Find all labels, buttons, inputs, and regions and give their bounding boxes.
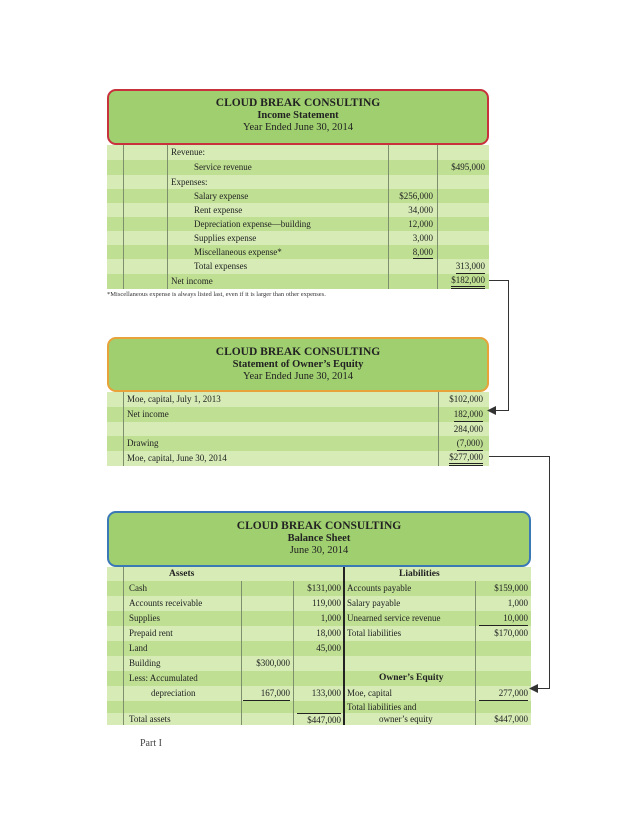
income-period: Year Ended June 30, 2014 bbox=[242, 122, 354, 133]
table-row bbox=[107, 175, 489, 189]
cash-amount: $131,000 bbox=[307, 583, 341, 593]
table-row bbox=[107, 189, 489, 203]
table-row bbox=[107, 641, 531, 656]
table-row bbox=[107, 436, 489, 451]
total-liab-equity-amount: $447,000 bbox=[494, 714, 528, 724]
supplies-expense-label: Supplies expense bbox=[194, 233, 257, 243]
connector-line bbox=[489, 456, 549, 457]
table-row bbox=[107, 245, 489, 259]
column-divider bbox=[123, 392, 124, 466]
table-row bbox=[107, 671, 531, 686]
less-accumulated-label: Less: Accumulated bbox=[129, 673, 198, 683]
table-row bbox=[107, 145, 489, 160]
table-row bbox=[107, 581, 531, 596]
balance-sheet-table bbox=[107, 567, 531, 725]
revenue-label: Revenue: bbox=[171, 147, 205, 157]
salary-expense-label: Salary expense bbox=[194, 191, 249, 201]
income-statement-title: Income Statement bbox=[257, 110, 339, 121]
expenses-label: Expenses: bbox=[171, 177, 208, 187]
table-row bbox=[107, 203, 489, 217]
land-label: Land bbox=[129, 643, 148, 653]
arrowhead-icon bbox=[487, 406, 496, 415]
unearned-revenue-amount: 10,000 bbox=[479, 611, 528, 626]
equity-company-name: CLOUD BREAK CONSULTING bbox=[215, 346, 381, 358]
column-divider bbox=[293, 581, 294, 725]
total-liab-equity-label-line1: Total liabilities and bbox=[347, 702, 417, 712]
table-row bbox=[107, 259, 489, 274]
connector-line bbox=[549, 456, 550, 689]
depreciation-expense-amount: 12,000 bbox=[408, 219, 433, 229]
table-row bbox=[107, 611, 531, 626]
moe-capital-amount: 277,000 bbox=[479, 686, 528, 701]
assets-header: Assets bbox=[169, 569, 195, 579]
net-income-amount: $182,000 bbox=[451, 274, 485, 289]
column-divider bbox=[123, 145, 124, 289]
supplies-amount: 1,000 bbox=[320, 613, 341, 623]
accounts-payable-label: Accounts payable bbox=[347, 583, 412, 593]
equity-statement-table bbox=[107, 392, 489, 466]
column-divider bbox=[438, 392, 439, 466]
page-label: Part I bbox=[140, 738, 162, 749]
accounts-payable-amount: $159,000 bbox=[494, 583, 528, 593]
salary-payable-amount: 1,000 bbox=[507, 598, 528, 608]
building-label: Building bbox=[129, 658, 161, 668]
accumulated-depreciation-amount: 167,000 bbox=[243, 686, 290, 701]
table-row bbox=[107, 626, 531, 641]
column-divider bbox=[123, 567, 124, 725]
beginning-capital-label: Moe, capital, July 1, 2013 bbox=[127, 394, 221, 404]
prepaid-rent-amount: 18,000 bbox=[316, 628, 341, 638]
ending-capital-amount: $277,000 bbox=[449, 451, 483, 466]
table-row bbox=[107, 656, 531, 671]
column-divider bbox=[388, 145, 389, 289]
salary-payable-label: Salary payable bbox=[347, 598, 401, 608]
depreciation-expense-label: Depreciation expense—building bbox=[194, 219, 311, 229]
equity-net-income-amount: 182,000 bbox=[454, 407, 483, 422]
table-row bbox=[107, 231, 489, 245]
equity-statement-header bbox=[107, 337, 489, 392]
accounts-receivable-label: Accounts receivable bbox=[129, 598, 203, 608]
column-divider bbox=[167, 145, 168, 289]
building-amount: $300,000 bbox=[256, 658, 290, 668]
accounts-receivable-amount: 119,000 bbox=[312, 598, 341, 608]
total-expenses-label: Total expenses bbox=[194, 261, 248, 271]
service-revenue-amount: $495,000 bbox=[451, 162, 485, 172]
total-expenses-amount: 313,000 bbox=[456, 259, 485, 274]
liabilities-header: Liabilities bbox=[399, 569, 440, 579]
unearned-revenue-label: Unearned service revenue bbox=[347, 613, 441, 623]
table-row bbox=[107, 422, 489, 436]
moe-capital-label: Moe, capital bbox=[347, 688, 392, 698]
equity-period: Year Ended June 30, 2014 bbox=[242, 371, 354, 382]
total-liabilities-label: Total liabilities bbox=[347, 628, 402, 638]
land-amount: 45,000 bbox=[316, 643, 341, 653]
balance-sheet-header bbox=[107, 511, 531, 567]
table-row bbox=[107, 713, 531, 725]
table-row bbox=[107, 596, 531, 611]
rent-expense-label: Rent expense bbox=[194, 205, 243, 215]
prepaid-rent-label: Prepaid rent bbox=[129, 628, 173, 638]
table-row bbox=[107, 686, 531, 701]
accumulated-depreciation-label: depreciation bbox=[151, 688, 196, 698]
total-assets-label: Total assets bbox=[129, 714, 171, 724]
supplies-label: Supplies bbox=[129, 613, 161, 623]
income-statement-header bbox=[107, 89, 489, 145]
connector-line bbox=[508, 280, 509, 410]
misc-expense-amount: 8,000 bbox=[412, 247, 433, 257]
connector-line bbox=[536, 688, 550, 689]
column-divider bbox=[437, 145, 438, 289]
net-building-amount: 133,000 bbox=[311, 688, 341, 698]
table-row bbox=[107, 567, 531, 581]
table-row bbox=[107, 392, 489, 407]
ending-capital-label: Moe, capital, June 30, 2014 bbox=[127, 453, 227, 463]
equity-statement-title: Statement of Owner’s Equity bbox=[232, 359, 364, 370]
connector-line bbox=[494, 410, 509, 411]
drawing-label: Drawing bbox=[127, 438, 159, 448]
balance-company-name: CLOUD BREAK CONSULTING bbox=[236, 520, 402, 532]
balance-center-divider bbox=[343, 567, 345, 725]
table-row bbox=[107, 407, 489, 422]
equity-subtotal-amount: 284,000 bbox=[453, 424, 483, 434]
cash-label: Cash bbox=[129, 583, 147, 593]
misc-expense-label: Miscellaneous expense* bbox=[194, 247, 282, 257]
balance-sheet-title: Balance Sheet bbox=[287, 533, 351, 544]
table-row bbox=[107, 701, 531, 713]
salary-expense-amount: $256,000 bbox=[399, 191, 433, 201]
rent-expense-amount: 34,000 bbox=[408, 205, 433, 215]
table-row bbox=[107, 451, 489, 466]
column-divider bbox=[475, 581, 476, 725]
table-row bbox=[107, 274, 489, 289]
owners-equity-header: Owner’s Equity bbox=[379, 673, 444, 683]
income-company-name: CLOUD BREAK CONSULTING bbox=[215, 97, 381, 109]
table-row bbox=[107, 217, 489, 231]
balance-period: June 30, 2014 bbox=[289, 545, 349, 556]
connector-line bbox=[489, 280, 508, 281]
column-divider bbox=[241, 581, 242, 725]
service-revenue-label: Service revenue bbox=[194, 162, 252, 172]
income-footnote: *Miscellaneous expense is always listed last, even if it is larger than other expenses. bbox=[107, 291, 326, 298]
total-liabilities-amount: $170,000 bbox=[494, 628, 528, 638]
net-income-label: Net income bbox=[171, 276, 213, 286]
equity-net-income-label: Net income bbox=[127, 409, 169, 419]
table-row bbox=[107, 160, 489, 175]
total-assets-amount: $447,000 bbox=[297, 713, 341, 726]
drawing-amount: (7,000) bbox=[457, 436, 483, 451]
arrowhead-icon bbox=[529, 684, 538, 693]
total-liab-equity-label-line2: owner’s equity bbox=[379, 714, 433, 724]
supplies-expense-amount: 3,000 bbox=[412, 233, 433, 243]
income-statement-table bbox=[107, 145, 489, 289]
beginning-capital-amount: $102,000 bbox=[449, 394, 483, 404]
